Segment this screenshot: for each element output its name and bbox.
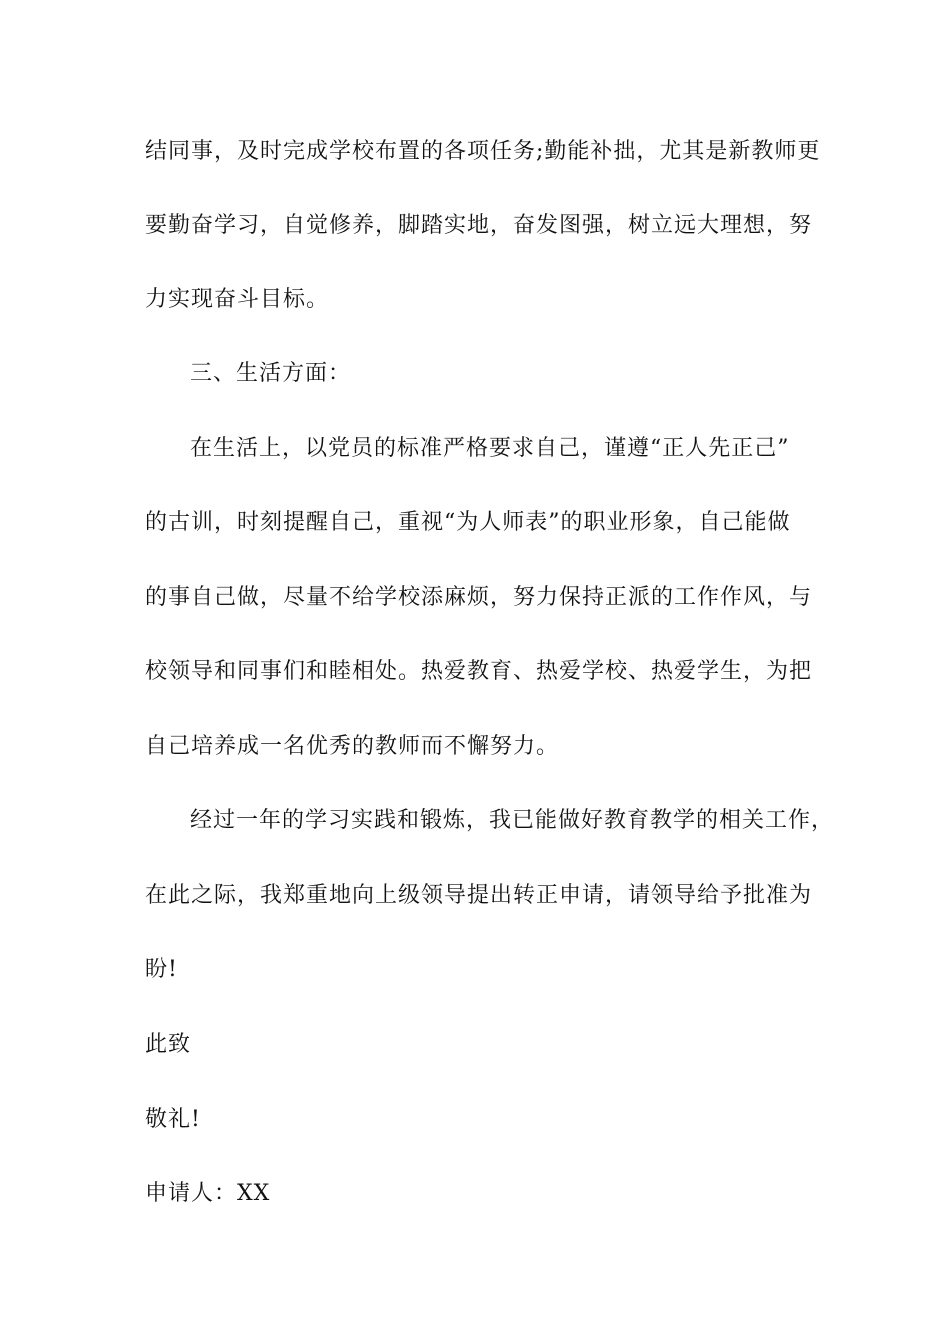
text-line: 的古训，时刻提醒自己，重视“为人师表”的职业形象，自己能做: [145, 510, 791, 535]
text-line: 力实现奋斗目标。: [145, 287, 330, 312]
section-heading: 三、生活方面：: [190, 361, 352, 386]
closing-regards: 敬礼!: [145, 1107, 201, 1132]
text-line: 校领导和同事们和睦相处。热爱教育、热爱学校、热爱学生，为把: [145, 659, 813, 684]
text-line: 自己培养成一名优秀的教师而不懈努力。: [145, 734, 560, 759]
closing-salutation: 此致: [145, 1032, 192, 1057]
applicant-signature: 申请人：XX: [145, 1181, 271, 1206]
text-line: 要勤奋学习，自觉修养，脚踏实地，奋发图强，树立远大理想，努: [145, 213, 813, 238]
text-line: 经过一年的学习实践和锻炼，我已能做好教育教学的相关工作，: [190, 808, 835, 833]
text-line: 盼!: [145, 957, 178, 982]
text-line: 在此之际，我郑重地向上级领导提出转正申请，请领导给予批准为: [145, 883, 813, 908]
text-line: 在生活上，以党员的标准严格要求自己，谨遵“正人先正己”: [190, 436, 790, 461]
text-line: 结同事，及时完成学校布置的各项任务;勤能补拙，尤其是新教师更: [145, 139, 821, 164]
text-line: 的事自己做，尽量不给学校添麻烦，努力保持正派的工作作风，与: [145, 585, 813, 610]
